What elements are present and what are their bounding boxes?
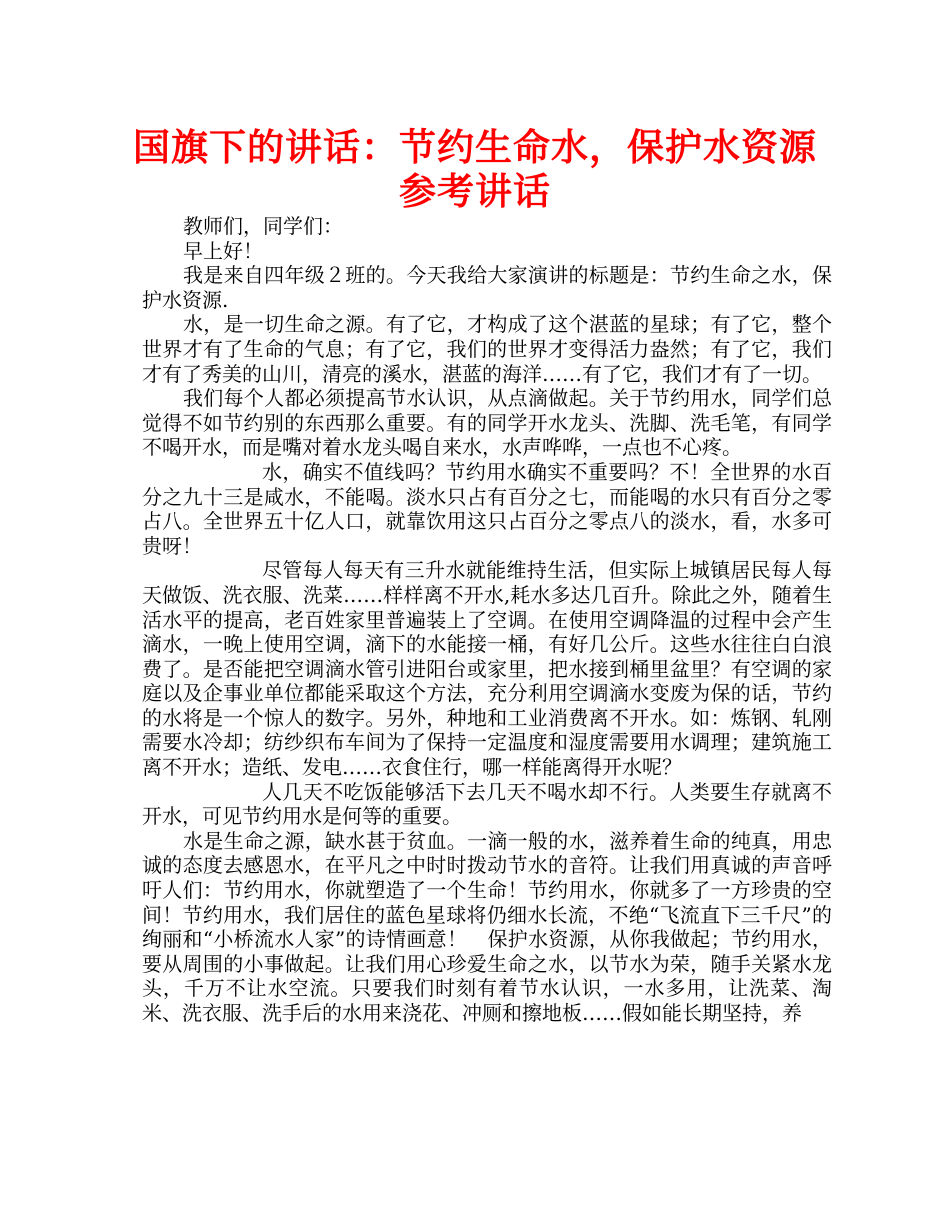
document-title-line-1: 国旗下的讲话：节约生命水，保护水资源 (133, 126, 817, 169)
paragraph-importance: 人几天不吃饭能够活下去几天不喝水却不行。人类要生存就离不开水，可见节约用水是何等的重要。 (142, 779, 832, 829)
paragraph-water-source: 水，是一切生命之源。有了它，才构成了这个湛蓝的星球；有了它，整个世界才有了生命的气息；有了它，我们的世界才变得活力盎然；有了它，我们才有了秀美的山川，清亮的溪水，湛蓝的海洋……有了它，我们才有了一切。 (142, 312, 832, 386)
paragraph-greeting-teachers: 教师们，同学们： (183, 214, 343, 238)
paragraph-daily-usage: 尽管每人每天有三升水就能维持生活，但实际上城镇居民每人每天做饭、洗衣服、洗菜……样样离不开水,耗水多达几百升。除此之外，随着生活水平的提高，老百姓家里普遍装上了空调。在使用空调降温的过程中会产生滴水，一晚上使用空调，滴下的水能接一桶，有好几公斤。这些水往往白白浪费了。是否能把空调滴水管引进阳台或家里，把水接到桶里盆里？有空调的家庭以及企事业单位都能采取这个方法，充分利用空调滴水变废为保的话，节约的水将是一个惊人的数字。另外，种地和工业消费离不开水。如：炼钢、轧刚需要水冷却；纺纱织布车间为了保持一定温度和湿度需要用水调理；建筑施工离不开水；造纸、发电……衣食住行，哪一样能离得开水呢？ (142, 558, 832, 780)
paragraph-appeal: 水是生命之源，缺水甚于贫血。一滴一般的水，滋养着生命的纯真，用忠诚的态度去感恩水，在平凡之中时时拨动节水的音符。让我们用真诚的声音呼吁人们：节约用水，你就塑造了一个生命！节约用水，你就多了一方珍贵的空间！节约用水，我们居住的蓝色星球将仍细水长流，不绝“飞流直下三千尺”的绚丽和“小桥流水人家”的诗情画意！ 保护水资源，从你我做起；节约用水，要从周围的小事做起。让我们用心珍爱生命之水，以节水为荣，随手关紧水龙头，千万不让水空流。只要我们时刻有着节水认识，一水多用，让洗菜、淘米、洗衣服、洗手后的水用来浇花、冲厕和擦地板……假如能长期坚持，养 (142, 828, 832, 1025)
paragraph-water-value: 水，确实不值线吗？节约用水确实不重要吗？不！全世界的水百分之九十三是咸水，不能喝。淡水只占有百分之七，而能喝的水只有百分之零占八。全世界五十亿人口，就靠饮用这只占百分之零点八的淡水，看，水多可贵呀！ (142, 459, 832, 558)
paragraph-greeting-morning: 早上好！ (183, 238, 263, 263)
paragraph-introduction: 我是来自四年级２班的。今天我给大家演讲的标题是：节约生命之水，保护水资源. (142, 263, 832, 312)
document-body (142, 214, 832, 1026)
paragraph-save-awareness: 我们每个人都必须提高节水认识，从点滴做起。关于节约用水，同学们总觉得不如节约别的东西那么重要。有的同学开水龙头、洗脚、洗毛笔，有同学不喝开水，而是嘴对着水龙头喝自来水，水声哗哗，一点也不心疼。 (142, 386, 832, 460)
document-title-line-2: 参考讲话 (399, 170, 551, 213)
